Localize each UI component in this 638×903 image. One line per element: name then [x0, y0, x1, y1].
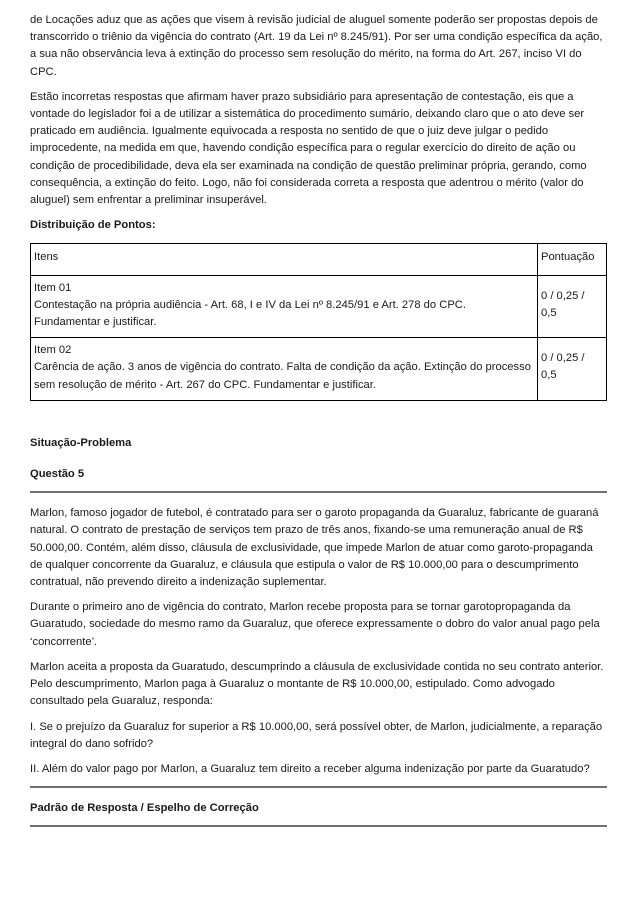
item-cell: [31, 275, 538, 338]
item-score: 0 / 0,25 / 0,5: [538, 338, 607, 401]
question-item-2: II. Além do valor pago por Marlon, a Guaraluz tem direito a receber alguma indenização por parte da Guaratudo?: [30, 762, 590, 775]
score-column-header: Pontuação: [538, 244, 607, 275]
table-row: [31, 338, 607, 401]
item-score: 0 / 0,25 / 0,5: [538, 275, 607, 338]
item-description: Carência de ação. 3 anos de vigência do contrato. Falta de condição da ação. Extinção do processo sem resolução de mérito - Art. 267 do CPC. Fundamentar e justificar.: [34, 361, 531, 391]
situation-title: Situação-Problema: [30, 436, 132, 449]
question-paragraph-1: Marlon, famoso jogador de futebol, é contratado para ser o garoto propaganda da Guaraluz, fabricante de guaraná natural. O contrato de prestação de serviços tem prazo de três anos, fixando-se uma remuneração anual de R$ 50.000,00. Contém, além disso, cláusula de exclusividade, que impede Marlon de atuar como garoto-propaganda de qualquer concorrente da Guaraluz, e cláusula que estipula o valor de R$ 10.000,00 para o descumprimento contratual, não prevendo direito a indenização suplementar.: [30, 507, 599, 589]
item-cell: [31, 338, 538, 401]
question-paragraph-3: Marlon aceita a proposta da Guaratudo, descumprindo a cláusula de exclusividade contida no seu contrato anterior. Pelo descumprimento, Marlon paga à Guaraluz o montante de R$ 10.000,00, estipulado. Como advogado consultado pela Guaraluz, responda:: [30, 660, 604, 708]
item-label: Item 01: [34, 281, 72, 294]
divider: [30, 825, 607, 827]
question-item-1: I. Se o prejuízo da Guaraluz for superior a R$ 10.000,00, será possível obter, de Marlon, judicialmente, a reparação integral do dano sofrido?: [30, 720, 603, 750]
divider: [30, 786, 607, 788]
answer-title: Padrão de Resposta / Espelho de Correção: [30, 802, 259, 815]
item-description: Contestação na própria audiência - Art. 68, I e IV da Lei nº 8.245/91 e Art. 278 do CPC. Fundamentar e justificar.: [34, 298, 466, 329]
points-table: [30, 243, 607, 400]
question-paragraph-2: Durante o primeiro ano de vigência do contrato, Marlon recebe proposta para se tornar garotopropaganda da Guaratudo, sociedade do mesmo ramo da Guaraluz, que oferece expressamente o dobro do valor anual pago pela ‘concorrente’.: [30, 601, 600, 648]
question-title: Questão 5: [30, 468, 85, 481]
items-column-header: Itens: [31, 244, 538, 275]
item-label: Item 02: [34, 344, 72, 357]
document-page: [30, 12, 607, 839]
distribution-title: Distribuição de Pontos:: [30, 219, 156, 232]
divider: [30, 491, 607, 493]
table-row: [31, 275, 607, 338]
points-table-header: [31, 244, 607, 275]
intro-paragraph-1: de Locações aduz que as ações que visem à revisão judicial de aluguel somente poderão ser propostas depois de transcorrido o triênio da vigência do contrato (Art. 19 da Lei nº 8.245/91). Por ser uma condição específica da ação, a sua não observância leva à extinção do processo sem resolução do mérito, na forma do Art. 267, inciso VI do CPC.: [30, 14, 603, 78]
intro-paragraph-2: Estão incorretas respostas que afirmam haver prazo subsidiário para apresentação de contestação, eis que a vontade do legislador foi a de utilizar a sistemática do procedimento sumário, deixando claro que o ato deve ser praticado em audiência. Igualmente equivocada a resposta no sentido de que o juiz deve julgar o pedido improcedente, na medida em que, havendo condição específica para o regular exercício do direito de ação ou condição de procedibilidade, deva ela ser examinada na condição de questão preliminar própria, gerando, como consequência, a extinção do feito. Logo, não foi considerada correta a resposta que adentrou o mérito (valor do aluguel) sem enfrentar a preliminar insuperável.: [30, 90, 587, 207]
